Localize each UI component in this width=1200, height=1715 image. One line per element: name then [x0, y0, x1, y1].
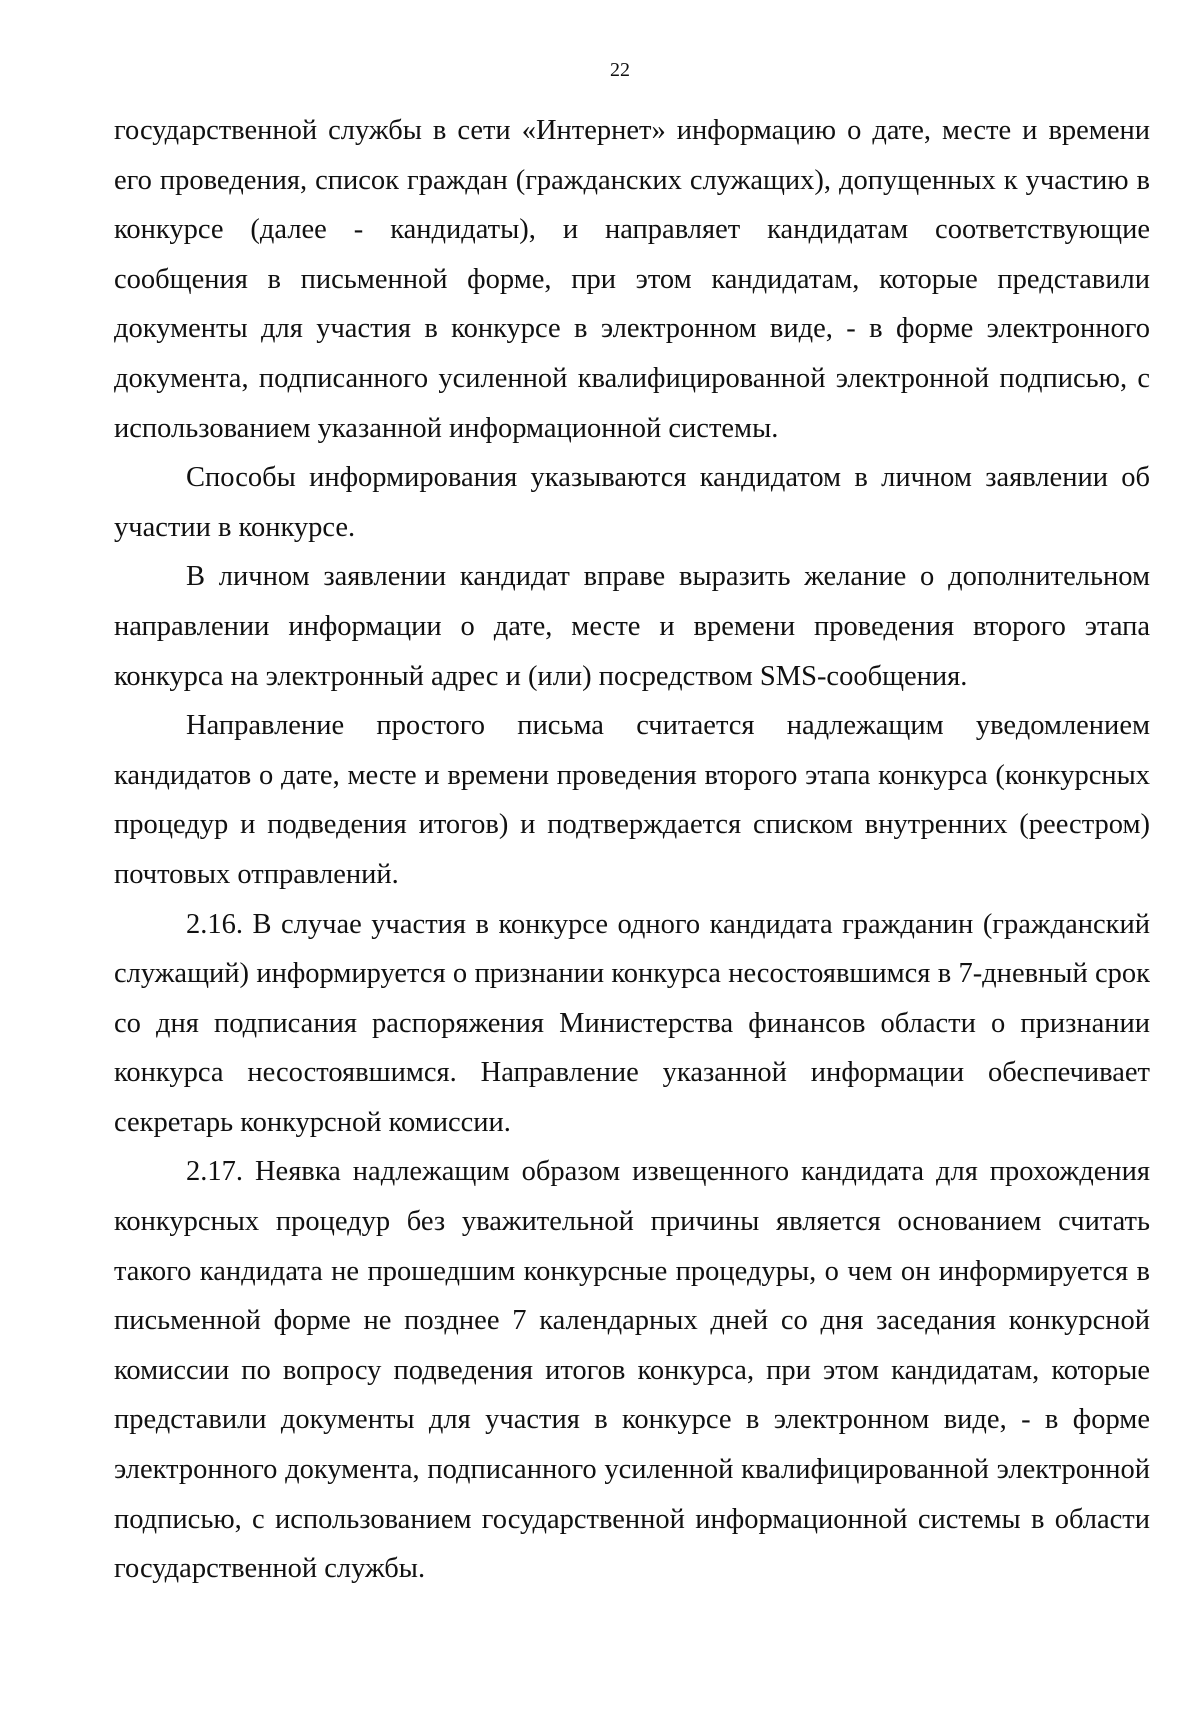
paragraph-continuation: государственной службы в сети «Интернет» информацию о дате, месте и времени его проведения, список граждан (гражданских служащих), допущенных к участию в конкурсе (далее - кандидаты), и направляет кандидатам соответствующие сообщения в письменной форме, при этом кандидатам, которые представили документы для участия в конкурсе в электронном виде, - в форме электронного документа, подписанного усиленной квалифицированной электронной подписью, с использованием указанной информационной системы.: [114, 115, 1150, 444]
paragraph-clause-2-17: 2.17. Неявка надлежащим образом извещенного кандидата для прохождения конкурсных процедур без уважительной причины является основанием считать такого кандидата не прошедшим конкурсные процедуры, о чем он информируется в письменной форме не позднее 7 календарных дней со дня заседания конкурсной комиссии по вопросу подведения итогов конкурса, при этом кандидатам, которые представили документы для участия в конкурсе в электронном виде, - в форме электронного документа, подписанного усиленной квалифицированной электронной подписью, с использованием государственной информационной системы в области государственной службы.: [114, 1156, 1150, 1585]
paragraph-clause-2-16: 2.16. В случае участия в конкурсе одного кандидата гражданин (гражданский служащий) информируется о признании конкурса несостоявшимся в 7-дневный срок со дня подписания распоряжения Министерства финансов области о признании конкурса несостоявшимся. Направление указанной информации обеспечивает секретарь конкурсной комиссии.: [114, 908, 1150, 1138]
paragraph-simple-letter: Направление простого письма считается надлежащим уведомлением кандидатов о дате, месте и времени проведения второго этапа конкурса (конкурсных процедур и подведения итогов) и подтверждается списком внутренних (реестром) почтовых отправлений.: [114, 710, 1150, 890]
document-body: [114, 106, 1150, 1594]
page-number: 22: [610, 59, 630, 81]
paragraph-notification-methods: Способы информирования указываются кандидатом в личном заявлении об участии в конкурсе.: [114, 462, 1150, 543]
paragraph-additional-notification: В личном заявлении кандидат вправе выразить желание о дополнительном направлении информации о дате, месте и времени проведения второго этапа конкурса на электронный адрес и (или) посредством SMS-сообщения.: [114, 561, 1150, 692]
